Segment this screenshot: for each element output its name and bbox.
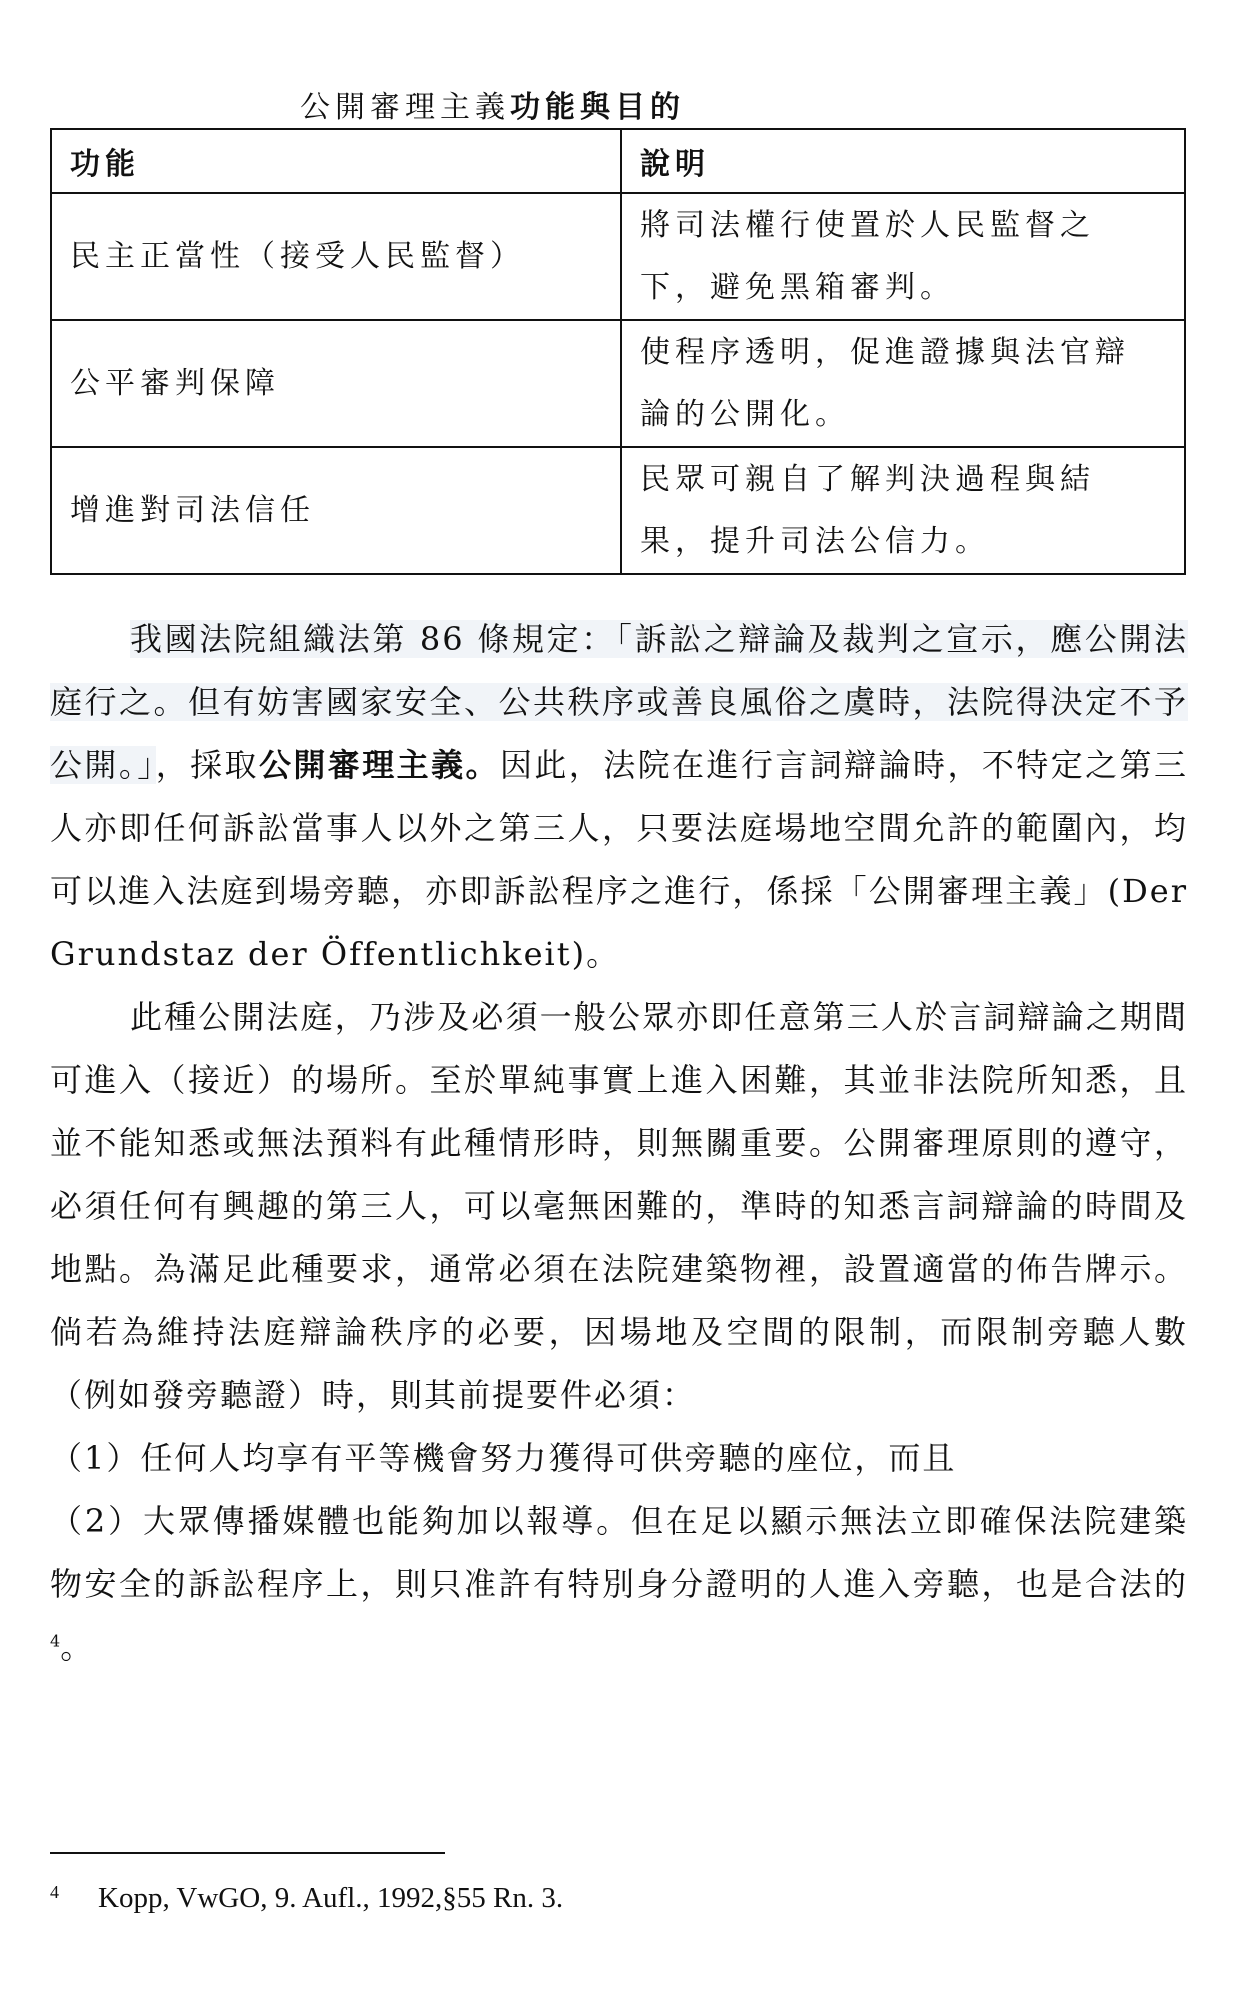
cell-function: 增進對司法信任 <box>51 447 621 574</box>
footnote-number: 4 <box>50 1882 59 1902</box>
footnote-divider <box>50 1852 445 1854</box>
footnote-reference[interactable]: 4 <box>50 1631 61 1651</box>
list-item-2-text: （2）大眾傳播媒體也能夠加以報導。但在足以顯示無法立即確保法院建築物安全的訴訟程序上，則只准許有特別身分證明的人進入旁聽，也是合法的 <box>50 1502 1188 1603</box>
paragraph-1 <box>50 608 1188 986</box>
cell-description <box>621 193 1185 320</box>
header-function: 功能 <box>51 129 621 193</box>
cell-function: 公平審判保障 <box>51 320 621 447</box>
paragraph-text: 因此，法院在進行言詞辯論時，不特定之第三人亦即任何訴訟當事人以外之第三人，只要法庭場地空間允許的範圍內，均可以進入法庭到場旁聽，亦即訴訟程序之進行，係採「公開審理主義」(Der Grundstaz der Öffentlichkeit)。 <box>50 746 1188 973</box>
cell-description-line: 下，避免黑箱審判。 <box>640 269 955 305</box>
footnote-text: Kopp, VwGO, 9. Aufl., 1992,§55 Rn. 3. <box>98 1882 564 1914</box>
cell-description-line: 民眾可親自了解判決過程與結 <box>640 461 1095 497</box>
paragraph-text: ，採取 <box>155 746 259 784</box>
cell-description <box>621 320 1185 447</box>
table-header-row <box>51 129 1185 193</box>
header-description: 說明 <box>621 129 1185 193</box>
body-text <box>50 608 1188 1679</box>
table-row <box>51 320 1185 447</box>
title-bold: 功能與目的 <box>510 90 685 125</box>
cell-description <box>621 447 1185 574</box>
table-row <box>51 447 1185 574</box>
statute-quote: 我國法院組織法第 86 條規定：「訴訟之辯論及裁判之宣示，應公開法庭行之。但有妨害國家安全、公共秩序或善良風俗之虞時，法院得決定不予公開。」 <box>50 620 1188 784</box>
emphasis-text: 公開審理主義。 <box>258 746 500 784</box>
function-table <box>50 128 1186 575</box>
footnote <box>50 1882 1150 1915</box>
cell-description-line: 將司法權行使置於人民監督之 <box>640 207 1095 243</box>
list-item-1: （1）任何人均享有平等機會努力獲得可供旁聽的座位，而且 <box>50 1439 957 1477</box>
cell-function: 民主正當性（接受人民監督） <box>51 193 621 320</box>
list-item-2 <box>50 1490 1188 1679</box>
cell-description-line: 論的公開化。 <box>640 396 850 432</box>
table-title <box>300 82 685 126</box>
table-row <box>51 193 1185 320</box>
list-item-2-end: 。 <box>60 1628 95 1666</box>
title-normal: 公開審理主義 <box>300 90 510 125</box>
cell-description-line: 果，提升司法公信力。 <box>640 523 990 559</box>
paragraph-2: 此種公開法庭，乃涉及必須一般公眾亦即任意第三人於言詞辯論之期間可進入（接近）的場所。至於單純事實上進入困難，其並非法院所知悉，且並不能知悉或無法預料有此種情形時，則無關重要。公開審理原則的遵守，必須任何有興趣的第三人，可以毫無困難的，準時的知悉言詞辯論的時間及地點。為滿足此種要求，通常必須在法院建築物裡，設置適當的佈告牌示。倘若為維持法庭辯論秩序的必要，因場地及空間的限制，而限制旁聽人數（例如發旁聽證）時，則其前提要件必須： <box>50 998 1188 1414</box>
cell-description-line: 使程序透明，促進證據與法官辯 <box>640 334 1130 370</box>
